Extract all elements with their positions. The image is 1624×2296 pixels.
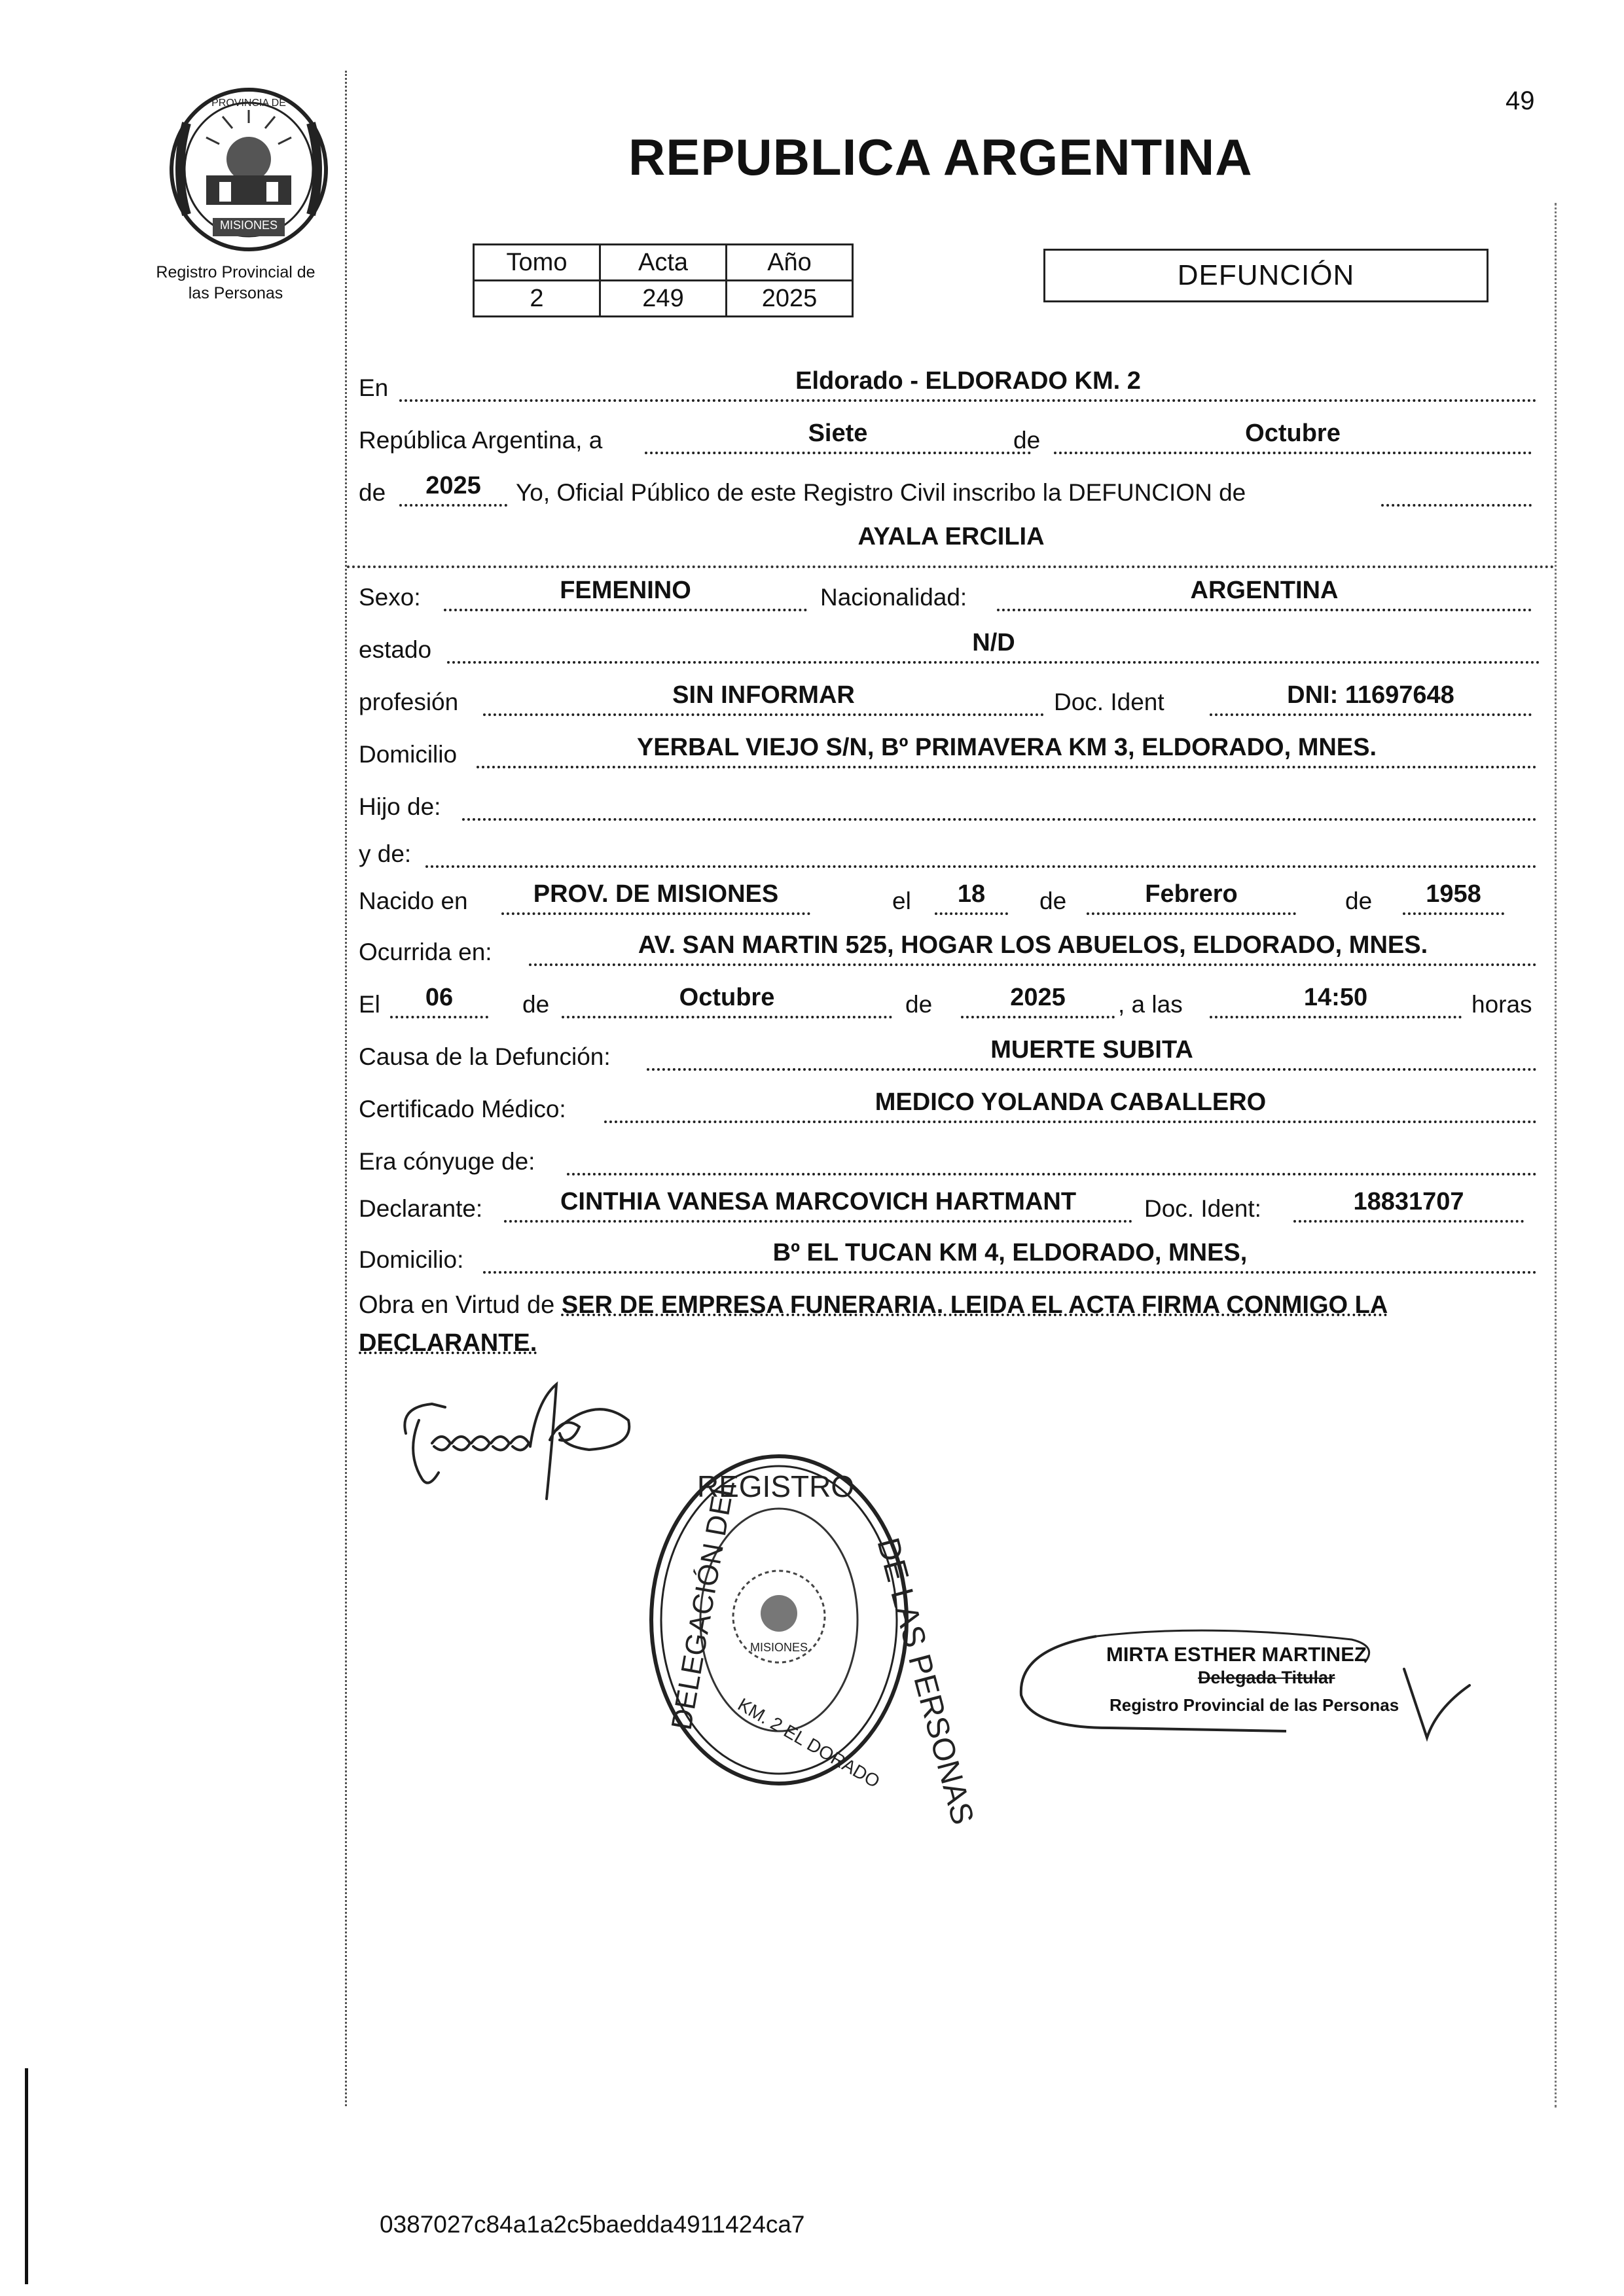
nacionalidad-value: ARGENTINA xyxy=(997,576,1532,611)
row-certificado xyxy=(359,1085,1543,1128)
de-year-label: de xyxy=(359,479,386,506)
document-hash: 0387027c84a1a2c5baedda4911424ca7 xyxy=(380,2211,805,2238)
declarant-signature xyxy=(393,1381,641,1512)
value-tomo: 2 xyxy=(474,281,600,317)
death-time: 14:50 xyxy=(1210,983,1462,1018)
row-causa xyxy=(359,1033,1543,1076)
value-ano: 2025 xyxy=(727,281,853,317)
scan-edge-bar xyxy=(25,2068,28,2284)
row-year-yo xyxy=(359,469,1543,512)
row-deceased-name xyxy=(359,520,1543,563)
republica-label: República Argentina, a xyxy=(359,427,603,454)
right-border-line xyxy=(1555,203,1557,2108)
registry-label-line2: las Personas xyxy=(188,284,283,302)
row-death-date xyxy=(359,980,1543,1024)
ocurrida-value: AV. SAN MARTIN 525, HOGAR LOS ABUELOS, ELDORADO, MNES. xyxy=(529,931,1537,966)
yo-text: Yo, Oficial Público de este Registro Civil inscribo la DEFUNCION de xyxy=(516,479,1246,506)
conyuge-value xyxy=(567,1140,1537,1175)
declarante-doc-value: 18831707 xyxy=(1293,1187,1524,1223)
row-en xyxy=(359,364,1543,407)
seal-left-text: DELEGACIÓN DEL xyxy=(665,1477,741,1732)
declarante-label: Declarante: xyxy=(359,1195,483,1222)
official-name: MIRTA ESTHER MARTINEZ xyxy=(1106,1643,1367,1666)
registry-label xyxy=(134,262,337,304)
estado-value: N/D xyxy=(447,628,1540,664)
declarante-doc-label: Doc. Ident: xyxy=(1144,1195,1261,1222)
domicilio2-label: Domicilio: xyxy=(359,1246,464,1273)
row-nacido xyxy=(359,877,1543,920)
de-death-year-label: de xyxy=(905,991,933,1018)
death-month: Octubre xyxy=(562,983,892,1018)
svg-text:PROVINCIA DE: PROVINCIA DE xyxy=(211,98,286,109)
yo-blank xyxy=(1381,471,1532,507)
de-label: de xyxy=(1013,427,1041,454)
page-title: REPUBLICA ARGENTINA xyxy=(628,128,1253,186)
obra-paragraph xyxy=(359,1286,1550,1362)
obra-label: Obra en Virtud de xyxy=(359,1291,555,1319)
header-acta: Acta xyxy=(600,245,727,281)
value-acta: 249 xyxy=(600,281,727,317)
month-value: Octubre xyxy=(1054,419,1532,454)
en-value: Eldorado - ELDORADO KM. 2 xyxy=(399,367,1537,402)
certificado-label: Certificado Médico: xyxy=(359,1096,566,1122)
document-type-box: DEFUNCIÓN xyxy=(1043,249,1489,302)
nacido-label: Nacido en xyxy=(359,888,468,914)
registry-label-line1: Registro Provincial de xyxy=(156,263,316,281)
estado-label: estado xyxy=(359,636,432,663)
deceased-name: AYALA ERCILIA xyxy=(857,523,1045,550)
row-sexo xyxy=(359,573,1543,617)
row-yde xyxy=(359,830,1543,873)
yde-label: y de: xyxy=(359,840,412,867)
profesion-value: SIN INFORMAR xyxy=(483,681,1044,716)
de-birth-month-label: de xyxy=(1039,888,1067,914)
row-hijo xyxy=(359,783,1543,826)
nacido-value: PROV. DE MISIONES xyxy=(501,880,810,915)
domicilio2-value: Bº EL TUCAN KM 4, ELDORADO, MNES, xyxy=(483,1238,1537,1274)
ocurrida-label: Ocurrida en: xyxy=(359,939,492,965)
day-value: Siete xyxy=(645,419,1031,454)
left-border-line xyxy=(345,71,347,2106)
de-birth-year-label: de xyxy=(1345,888,1373,914)
seal-top-text: REGISTRO xyxy=(696,1469,855,1503)
registry-table-value-row xyxy=(474,281,853,317)
profesion-label: profesión xyxy=(359,689,459,715)
horas-label: horas xyxy=(1471,991,1532,1018)
row-estado xyxy=(359,626,1543,669)
yde-value xyxy=(425,833,1537,868)
en-label: En xyxy=(359,374,389,401)
registry-seal xyxy=(645,1450,981,1829)
birth-year: 1958 xyxy=(1403,880,1504,915)
El-label: El xyxy=(359,991,380,1018)
certificado-value: MEDICO YOLANDA CABALLERO xyxy=(604,1088,1537,1123)
el-birth-label: el xyxy=(892,888,911,914)
nacionalidad-label: Nacionalidad: xyxy=(820,584,967,611)
domicilio-label: Domicilio xyxy=(359,741,458,768)
obra-value: SER DE EMPRESA FUNERARIA. LEIDA EL ACTA FIRMA CONMIGO LA DECLARANTE. xyxy=(359,1291,1388,1357)
row-ocurrida xyxy=(359,928,1543,971)
conyuge-label: Era cónyuge de: xyxy=(359,1148,535,1175)
death-day: 06 xyxy=(390,983,488,1018)
causa-label: Causa de la Defunción: xyxy=(359,1043,611,1070)
separator-line xyxy=(347,565,1555,568)
doc-ident-label: Doc. Ident xyxy=(1054,689,1164,715)
row-declarante xyxy=(359,1185,1543,1228)
official-organization: Registro Provincial de las Personas xyxy=(1110,1695,1399,1715)
seal-right-text: DE LAS PERSONAS xyxy=(870,1534,981,1829)
official-role: Delegada Titular xyxy=(1198,1668,1335,1687)
declarante-value: CINTHIA VANESA MARCOVICH HARTMANT xyxy=(504,1187,1132,1223)
row-domicilio xyxy=(359,730,1543,774)
row-profesion xyxy=(359,678,1543,721)
registry-table-header-row xyxy=(474,245,853,281)
domicilio-value: YERBAL VIEJO S/N, Bº PRIMAVERA KM 3, ELDORADO, MNES. xyxy=(477,733,1537,768)
hijo-value xyxy=(462,785,1537,821)
birth-month: Febrero xyxy=(1087,880,1296,915)
doc-ident-value: DNI: 11697648 xyxy=(1210,681,1532,716)
sexo-label: Sexo: xyxy=(359,584,421,611)
emblem-text-misiones: MISIONES xyxy=(219,219,278,232)
causa-value: MUERTE SUBITA xyxy=(647,1035,1537,1071)
death-year: 2025 xyxy=(961,983,1115,1018)
hijo-label: Hijo de: xyxy=(359,793,441,820)
year-value: 2025 xyxy=(399,471,507,507)
sexo-value: FEMENINO xyxy=(444,576,807,611)
seal-inner-text: MISIONES xyxy=(749,1641,808,1654)
page-number: 49 xyxy=(1506,86,1535,115)
alas-label: , a las xyxy=(1118,991,1183,1018)
row-conyuge xyxy=(359,1138,1543,1181)
row-fecha-inscripcion xyxy=(359,416,1543,459)
de-death-month-label: de xyxy=(522,991,550,1018)
header-ano: Año xyxy=(727,245,853,281)
registry-table xyxy=(473,243,854,317)
birth-day: 18 xyxy=(935,880,1008,915)
row-domicilio-declarante xyxy=(359,1236,1543,1279)
province-emblem xyxy=(160,84,337,255)
header-tomo: Tomo xyxy=(474,245,600,281)
seal-bottom-text: KM. 2 EL DORADO xyxy=(734,1694,884,1792)
